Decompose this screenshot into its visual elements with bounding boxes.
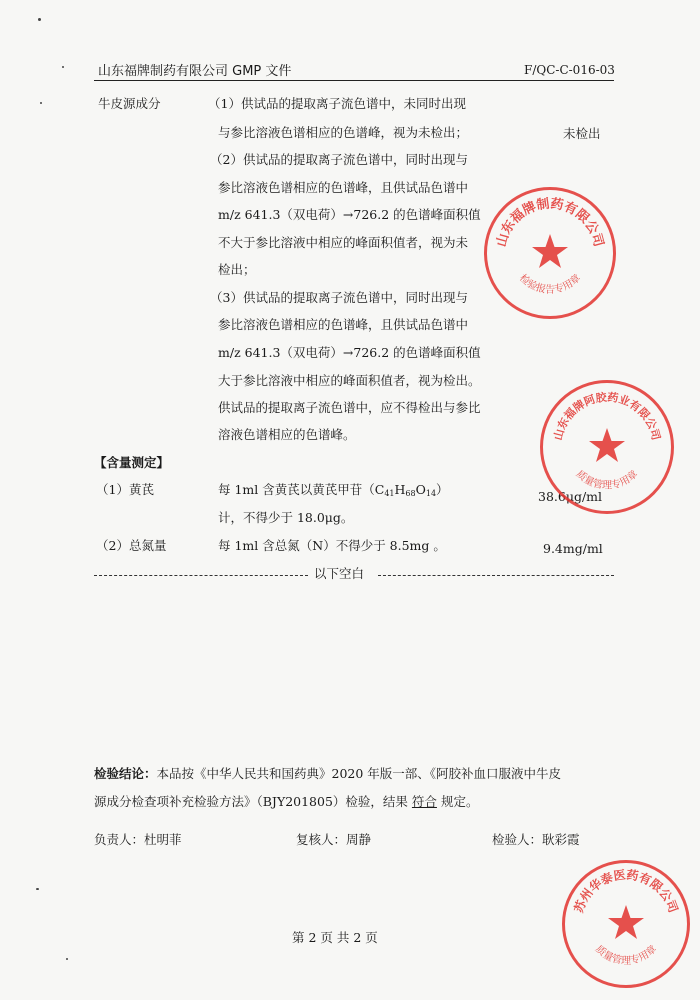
conclusion-label: 检验结论： [94,766,157,781]
bovine-result: 未检出 [563,126,601,141]
conclusion-text-3: 规定。 [440,794,479,809]
conclusion-verdict: 符合 [411,794,437,809]
distributor-seal-bottom: 质量管理专用章 [592,943,660,967]
quality-seal-graphic [543,383,671,511]
blank-note: 以下空白 [314,566,365,581]
conclusion-line2 [94,796,478,809]
content-heading: 【含量测定】 [94,455,170,470]
inspection-seal-text: 山东福牌制药有限公司 [494,196,606,249]
scan-speck [36,888,39,890]
item1-sub-h: 68 [405,489,416,498]
distributor-seal-graphic [565,863,687,985]
item1-text-pre: 每 1ml 含黄芪以黄芪甲苷（C [218,482,385,497]
bovine-line-9: 参比溶液色谱相应的色谱峰，且供试品色谱中 [218,317,469,332]
bovine-line-8: （3）供试品的提取离子流色谱中，同时出现与 [210,290,468,305]
scan-speck [66,958,68,960]
inspection-seal-bottom: 检验报告专用章 [516,272,584,296]
header-rule [94,80,614,81]
item1-sub-o: 14 [425,489,437,498]
inspection-seal-graphic [487,190,613,316]
dash-right [378,575,614,576]
bovine-line-13: 溶液色谱相应的色谱峰。 [218,427,356,442]
conclusion-line1 [94,768,561,781]
bovine-label: 牛皮源成分 [98,96,161,111]
bovine-line-12: 供试品的提取离子流色谱中，应不得检出与参比 [218,400,481,415]
quality-seal-text: 山东福牌阿胶药业有限公司 [551,390,663,442]
item2-label: （2）总氮量 [96,538,167,553]
bovine-line-1: （1）供试品的提取离子流色谱中，未同时出现 [208,96,466,111]
sig-responsible: 负责人：杜明菲 [94,832,182,847]
bovine-line-3: （2）供试品的提取离子流色谱中，同时出现与 [210,152,468,167]
item2-result: 9.4mg/ml [543,541,603,556]
dash-left [94,575,308,576]
conclusion-text-2: 源成分检查项补充检验方法》（BJY201805）检验，结果 [94,794,408,809]
bovine-line-2: 与参比溶液色谱相应的色谱峰，视为未检出； [218,125,469,140]
item1-sub-c: 41 [384,489,395,498]
bovine-line-6: 不大于参比溶液中相应的峰面积值者，视为未 [218,235,469,250]
inspection-seal [484,187,616,319]
conclusion-text-1: 本品按《中华人民共和国药典》2020 年版一部、《阿胶补血口服液中牛皮 [156,766,562,781]
item1-o: O [415,482,426,497]
bovine-line-4: 参比溶液色谱相应的色谱峰，且供试品色谱中 [218,180,469,195]
item1-h: H [394,482,406,497]
blank-separator [0,568,700,582]
sig-reviewer: 复核人：周静 [296,832,372,847]
bovine-line-11: 大于参比溶液中相应的峰面积值者，视为检出。 [218,373,481,388]
quality-seal-bottom: 质量管理专用章 [573,468,641,492]
svg-text:检验报告专用章 [517,271,583,296]
scan-speck [62,66,64,68]
scan-speck [40,102,42,104]
svg-text:质量管理专用章 [593,942,659,967]
sig-inspector: 检验人：耿彩霞 [492,832,580,847]
item1-text-line1 [218,484,449,498]
header-company: 山东福牌制药有限公司 GMP 文件 [98,64,292,79]
item2-text: 每 1ml 含总氮（N）不得少于 8.5mg 。 [218,538,446,553]
bovine-line-5: m/z 641.3（双电荷）→726.2 的色谱峰面积值 [218,207,481,222]
scan-speck [38,18,41,21]
svg-text:质量管理专用章 [574,467,640,491]
item1-label: （1）黄芪 [96,482,154,497]
bovine-line-10: m/z 641.3（双电荷）→726.2 的色谱峰面积值 [218,345,481,360]
distributor-seal [562,860,690,988]
distributor-seal-text: 苏州华泰医药有限公司 [571,867,681,915]
bovine-line-7: 检出； [218,262,256,277]
header-doc-code: F/QC-C-016-03 [524,63,615,77]
item1-close: ） [436,482,449,497]
quality-seal [540,380,674,514]
item1-text-line2: 计，不得少于 18.0μg。 [218,510,354,525]
item1-result: 38.6μg/ml [538,489,603,504]
page-number: 第 2 页 共 2 页 [292,930,378,945]
